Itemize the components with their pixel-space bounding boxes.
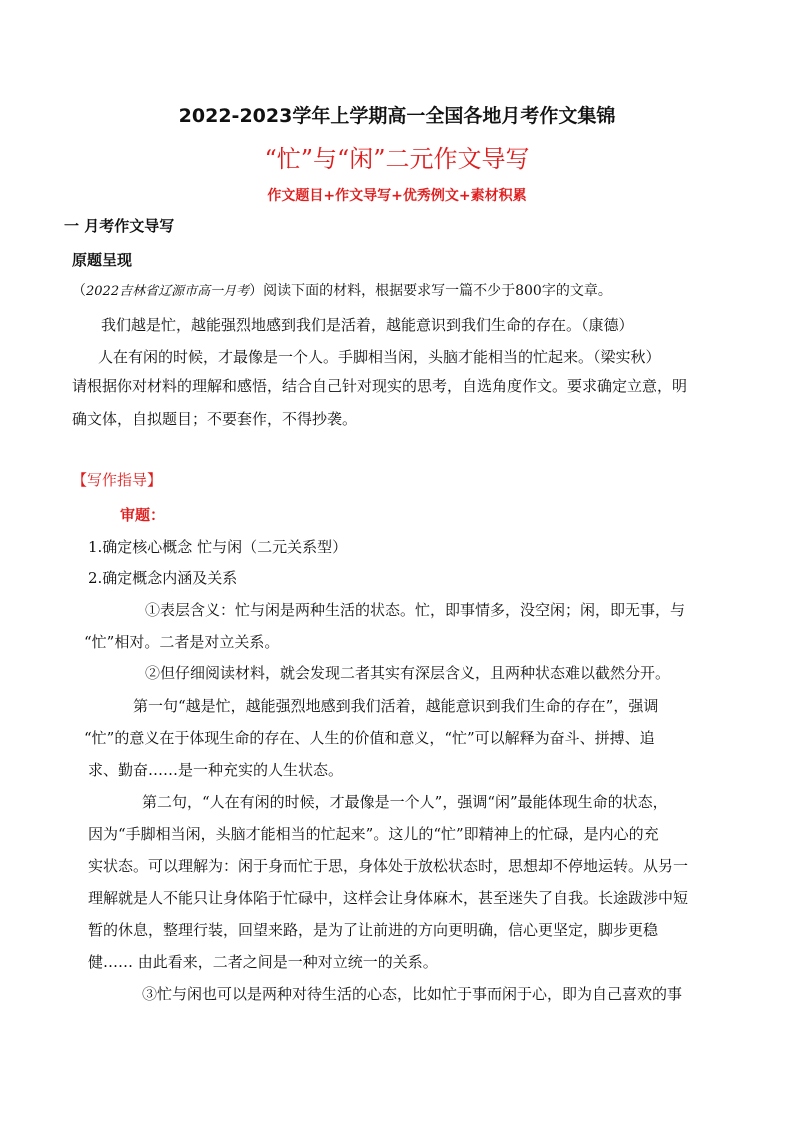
source-note: 2022吉林省辽源市高一月考: [86, 284, 250, 299]
point-1-line-1: ①表层含义：忙与闲是两种生活的状态。忙，即事情多，没空闲；闲，即无事，与: [145, 601, 686, 619]
step-1: 1.确定核心概念 忙与闲（二元关系型）: [88, 538, 348, 556]
document-subtitle: “忙”与“闲”二元作文导写: [264, 145, 530, 173]
step-2: 2.确定概念内涵及关系: [88, 569, 238, 587]
document-title: 2022-2023学年上学期高一全国各地月考作文集锦: [178, 105, 616, 127]
guide-heading: 【写作指导】: [72, 471, 163, 489]
para-4-line-1: 第二句，“人在有闲的时候，才最像是一个人”，强调“闲”最能体现生命的状态，: [142, 793, 668, 811]
quote-kant: 我们越是忙，越能强烈地感到我们是活着，越能意识到我们生命的存在。（康德）: [101, 316, 634, 334]
para-3-line-1: 第一句“越是忙，越能强烈地感到我们活着，越能意识到我们生命的存在”，强调: [133, 697, 659, 715]
original-label: 原题呈现: [72, 251, 133, 269]
point-3: ③忙与闲也可以是两种对待生活的心态，比如忙于事而闲于心，即为自己喜欢的事: [142, 985, 683, 1003]
para-3-line-3: 求、勤奋……是一种充实的人生状态。: [88, 761, 344, 779]
para-4-line-4: 理解就是人不能只让身体陷于忙碌中，这样会让身体麻木，甚至迷失了自我。长途跋涉中短: [88, 889, 689, 907]
shenti-label: 审题：: [120, 506, 166, 524]
requirement-line-2: 确文体，自拟题目；不要套作，不得抄袭。: [72, 410, 358, 428]
prompt-line: [72, 281, 612, 302]
point-2: ②但仔细阅读材料，就会发现二者其实有深层含义，且两种状态难以截然分开。: [145, 664, 671, 682]
para-4-line-6: 健…… 由此看来，二者之间是一种对立统一的关系。: [88, 953, 438, 971]
document-tagline: 作文题目+作文导写+优秀例文+素材积累: [267, 188, 527, 204]
para-3-line-2: “忙”的意义在于体现生命的存在、人生的价值和意义，“忙”可以解释为奋斗、拼搏、追: [84, 729, 655, 747]
para-4-line-5: 暂的休息，整理行装，回望来路，是为了让前进的方向更明确，信心更坚定，脚步更稳: [88, 921, 659, 939]
point-1-line-2: “忙”相对。二者是对立关系。: [84, 633, 280, 651]
para-4-line-3: 实状态。可以理解为：闲于身而忙于思，身体处于放松状态时，思想却不停地运转。从另一: [88, 857, 689, 875]
requirement-line-1: 请根据你对材料的理解和感悟，结合自己针对现实的思考，自选角度作文。要求确定立意，明: [72, 377, 688, 395]
prompt-text: 阅读下面的材料，根据要求写一篇不少于800字的文章。: [263, 283, 612, 299]
source-close: ）: [249, 283, 264, 299]
source-open: （: [72, 283, 86, 299]
section-heading: 一 月考作文导写: [64, 217, 175, 235]
para-4-line-2: 因为“手脚相当闲，头脑才能相当的忙起来”。这儿的“忙”即精神上的忙碌，是内心的充: [88, 825, 659, 843]
quote-liang: 人在有闲的时候，才最像是一个人。手脚相当闲，头脑才能相当的忙起来。（梁实秋）: [98, 348, 661, 366]
